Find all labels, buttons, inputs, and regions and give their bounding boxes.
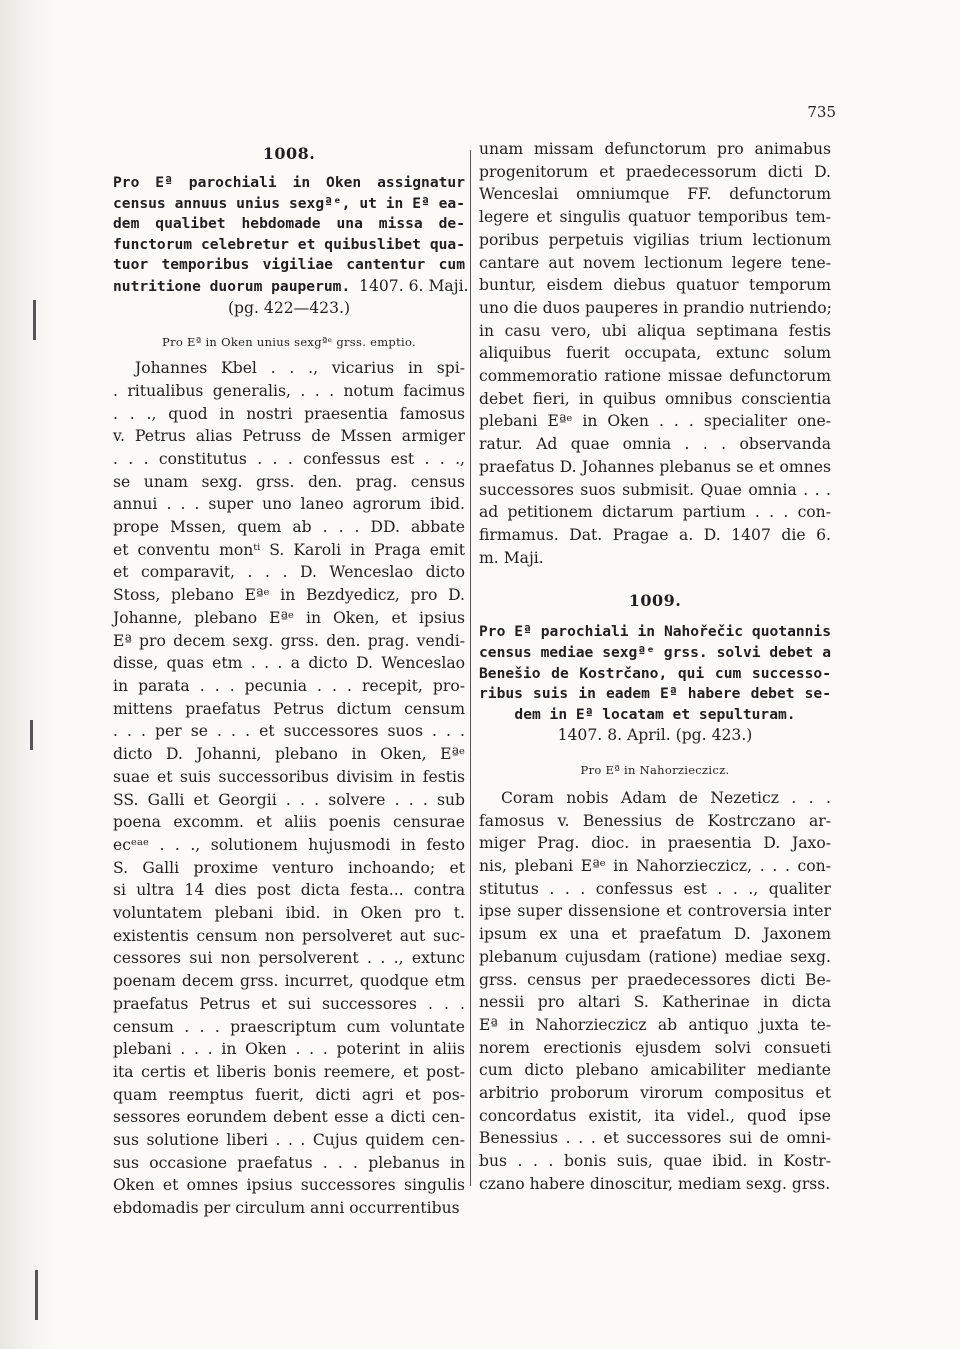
body-line: . . . constitutus . . . confessus est . . .,: [113, 449, 465, 468]
body-line: famosus v. Benessius de Kostrczano ar-: [479, 811, 831, 830]
summary-line: Pro Eª parochiali in Oken assignatur: [113, 174, 465, 191]
body-line: buntur, eisdem diebus quatuor temporum: [479, 276, 831, 295]
body-line: progenitorum et praedecessorum dicti D.: [479, 162, 831, 181]
body-line: cantare aut novem lectionum legere tene-: [479, 253, 831, 272]
body-line: Eª pro decem sexg. grss. den. prag. vendi-: [113, 631, 465, 650]
left-column: [113, 138, 469, 1220]
body-line: czano habere dinoscitur, mediam sexg. grss.: [479, 1174, 831, 1193]
body-line: praefatus Petrus et sui successores . . .: [113, 994, 465, 1013]
body-line: sessores eorundem debent esse a dicti cen-: [113, 1108, 465, 1127]
summary-line: tuor temporibus vigiliae cantentur cum: [113, 256, 465, 274]
body-line: poribus perpetuis vigilias trium lectionum: [479, 230, 831, 249]
summary-line: ribus suis in eadem Eª habere debet se-: [479, 685, 831, 703]
summary-line-text: nutritione duorum pauperum.: [113, 277, 351, 295]
body-line: Wenceslai omniumque FF. defunctorum: [479, 185, 831, 204]
body-line: plebanum cujusdam (ratione) mediae sexg.: [479, 947, 831, 966]
summary-line: Benešio de Kostrčano, qui cum successo-: [479, 664, 831, 682]
body-line: . . . per se . . . et successores suos . . .: [113, 722, 465, 741]
body-line: . . ., quod in nostri praesentia famosus: [113, 404, 465, 423]
body-line: censum . . . praescriptum cum voluntate: [113, 1017, 465, 1036]
body-line: poenam decem grss. incurret, quodque etm: [113, 972, 465, 991]
body-line: bus . . . bonis suis, quae ibid. in Kostr-: [479, 1152, 831, 1171]
summary-line: functorum celebretur et quibuslibet qua-: [113, 235, 465, 253]
column-divider: [470, 150, 471, 1186]
body-line: Johannes Kbel . . ., vicarius in spi-: [135, 359, 465, 378]
body-line: arbitrio proborum virorum compositus et: [479, 1084, 831, 1103]
entry-summary: [479, 622, 831, 747]
right-column: [479, 138, 831, 1196]
body-line: Eª in Nahorzieczicz ab antiquo juxta te-: [479, 1015, 831, 1034]
continuation-body: [479, 138, 831, 569]
body-line: ecᵉᵃᵉ . . ., solutionem hujusmodi in festo: [113, 835, 465, 854]
body-line: commemoratio ratione missae defunctorum: [479, 367, 831, 386]
body-line: . ritualibus generalis, . . . notum facimus: [113, 381, 465, 400]
body-line: Coram nobis Adam de Nezeticz . . .: [501, 788, 831, 807]
body-line: grss. census per praedecessores dicti Be-: [479, 970, 831, 989]
summary-line: [113, 276, 469, 298]
body-line: concordatus existit, ita videl., quod ipse: [479, 1106, 831, 1125]
body-line: Benessius . . . et successores sui de omni-: [479, 1129, 831, 1148]
entry-body: [113, 357, 465, 1220]
body-line: se unam sexg. grss. den. prag. census: [113, 472, 465, 491]
body-line: v. Petrus alias Petruss de Mssen armiger: [113, 427, 465, 446]
entry-date: 1407. 6. Maji.: [359, 276, 469, 295]
body-line: existentis censum non persolveret aut suc-: [113, 926, 465, 945]
body-line: plebani Eªᵉ in Oken . . . specialiter one-: [479, 412, 831, 431]
scan-edge: [0, 0, 58, 1349]
body-line: quam reemptus fuerit, dicti agri et pos-: [113, 1085, 465, 1104]
body-line: ebdomadis per circulum anni occurrentibus: [113, 1199, 460, 1218]
body-line: uno die duos pauperes in prandio nutriendo;: [479, 298, 832, 317]
body-line: ratur. Ad quae omnia . . . observanda: [479, 435, 831, 454]
summary-line: dem in Eª locatam et sepulturam.: [514, 705, 796, 723]
body-line: in casu vero, ubi aliqua septimana festis: [479, 321, 831, 340]
body-line: stitutus . . . confessus est . . ., qualiter: [479, 879, 831, 898]
body-line: Johanne, plebano Eªᵉ in Oken, et ipsius: [113, 608, 465, 627]
body-line: ipsum ex una et praefatum D. Jaxonem: [479, 925, 831, 944]
body-line: unam missam defunctorum pro animabus: [479, 140, 831, 158]
entry-summary: [113, 173, 469, 319]
body-line: S. Galli proxime venturo inchoando; et: [113, 858, 465, 877]
body-line: poena excomm. et aliis poenis censurae: [113, 813, 465, 832]
body-line: mittens praefatus Petrus dictum censum: [113, 699, 465, 718]
body-line: ad petitionem dictarum partium . . . con-: [479, 503, 831, 522]
body-line: norem erectionis ejusdem solvi consueti: [479, 1038, 831, 1057]
body-line: firmamus. Dat. Pragae a. D. 1407 die 6.: [479, 525, 831, 544]
entry-heading: Pro Eª in Oken unius sexgªᵉ grss. emptio.: [162, 335, 416, 350]
summary-line: census annuus unius sexgªᵉ, ut in Eª ea-: [113, 194, 465, 212]
page-number: 735: [807, 103, 836, 121]
entry-date: 1407. 8. April. (pg. 423.): [557, 726, 753, 745]
summary-line: census mediae sexgªᵉ grss. solvi debet a: [479, 643, 831, 661]
body-line: miger Prag. dioc. in praesentia D. Jaxo-: [479, 834, 831, 853]
body-line: Stoss, plebano Eªᵉ in Bezdyedicz, pro D.: [113, 586, 465, 605]
summary-line: dem qualibet hebdomade una missa de-: [113, 215, 465, 233]
body-line: nessii pro altari S. Katherinae in dicta: [479, 993, 831, 1012]
summary-line: Pro Eª parochiali in Nahořečic quotannis: [479, 623, 831, 641]
body-line: legere et singulis quatuor temporibus tem-: [479, 208, 831, 227]
entry-number: 1008.: [262, 144, 316, 163]
body-line: ipse super dissensione et controversia inter: [479, 902, 831, 921]
body-line: suae et suis successoribus divisim in festis: [113, 767, 465, 786]
body-line: debet fieri, in quibus omnibus conscientia: [479, 389, 831, 408]
body-line: praefatus D. Johannes plebanus se et omnes: [479, 457, 831, 476]
body-line: cum dicto plebano amicabiliter mediante: [479, 1061, 831, 1080]
body-line: sus occasione praefatus . . . plebanus in: [113, 1153, 465, 1172]
entry-heading: Pro Eª in Nahorzieczicz.: [580, 762, 730, 777]
body-line: in parata . . . pecunia . . . recepit, pro-: [113, 677, 465, 695]
body-line: et conventu monᵗⁱ S. Karoli in Praga emit: [113, 540, 465, 559]
body-line: Oken et omnes ipsius successores singulis: [113, 1176, 465, 1195]
body-line: dicto D. Johanni, plebano in Oken, Eªᵉ: [113, 745, 465, 764]
body-line: nis, plebani Eªᵉ in Nahorzieczicz, . . . con-: [479, 857, 831, 876]
body-line: sus solutione liberi . . . Cujus quidem cen-: [113, 1131, 465, 1150]
body-line: ita certis et liberis bonis reemere, et post-: [113, 1062, 465, 1081]
body-line: voluntatem plebani ibid. in Oken pro t.: [113, 904, 465, 923]
body-line: m. Maji.: [479, 548, 544, 567]
body-line: annui . . . super uno laneo agrorum ibid.: [113, 495, 465, 514]
body-line: si ultra 14 dies post dicta festa... contra: [113, 881, 465, 900]
body-line: et comparavit, . . . D. Wenceslao dicto: [113, 563, 465, 582]
body-line: aliquibus fuerit occupata, extunc solum: [479, 344, 831, 363]
entry-body: [479, 787, 831, 1196]
entry-number: 1009.: [628, 591, 682, 611]
body-line: prope Mssen, quem ab . . . DD. abbate: [113, 518, 465, 537]
body-line: disse, quas etm . . . a dicto D. Wenceslao: [113, 654, 465, 673]
body-line: plebani . . . in Oken . . . poterint in aliis: [113, 1040, 465, 1059]
page-reference: (pg. 422—423.): [227, 298, 351, 317]
body-line: cessores sui non persolverent . . ., extunc: [113, 949, 465, 968]
body-line: SS. Galli et Georgii . . . solvere . . . sub: [113, 790, 465, 809]
body-line: successores suos submisit. Quae omnia . . .: [479, 480, 831, 499]
